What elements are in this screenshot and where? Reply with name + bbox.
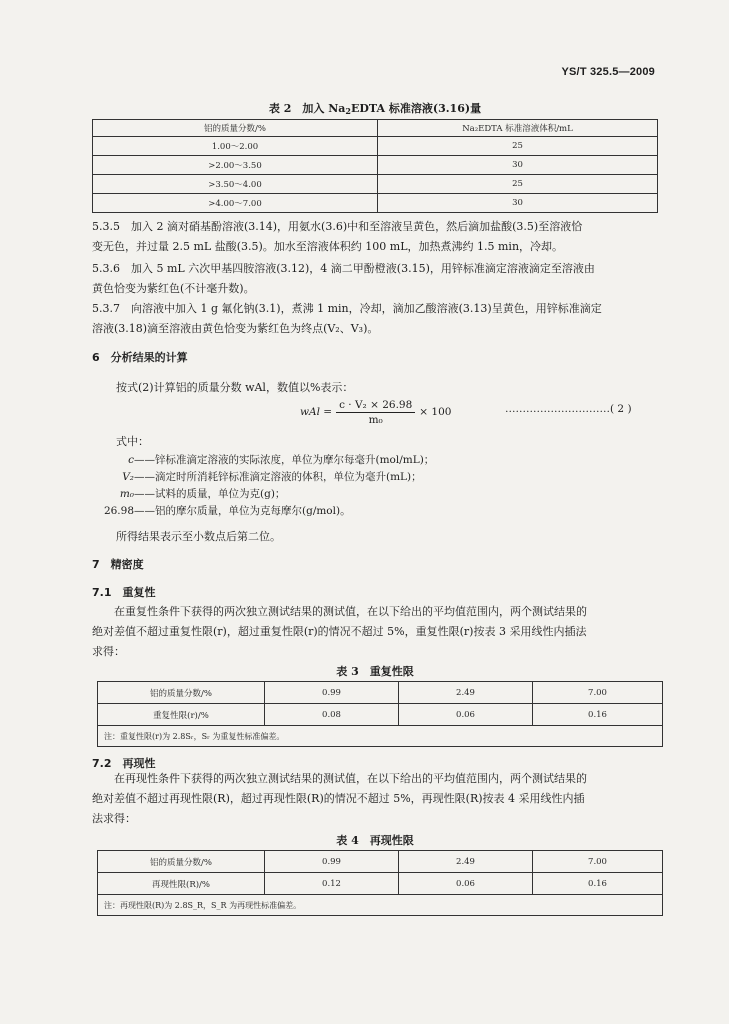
para-5-3-7	[92, 299, 658, 339]
para-line: 黄色恰变为紫红色(不计毫升数)。	[92, 282, 255, 295]
table4	[97, 850, 663, 916]
table3	[97, 681, 663, 747]
table3-cell: 0.08	[265, 704, 399, 726]
table4-cell: 7.00	[533, 851, 663, 873]
para-5-3-6	[92, 259, 658, 299]
para-line: 在再现性条件下获得的两次独立测试结果的测试值，在以下给出的平均值范围内，两个测试结果的	[114, 772, 587, 785]
section-6-heading: 6 分析结果的计算	[92, 351, 188, 364]
variable-desc: ——滴定时所消耗锌标准滴定溶液的体积，单位为毫升(mL)；	[134, 471, 422, 483]
table4-cell: 2.49	[399, 851, 533, 873]
table2-cell: 25	[378, 175, 658, 194]
para-line: 溶液(3.18)滴至溶液由黄色恰变为紫红色为终点(V₂、V₃)。	[92, 322, 379, 335]
table3-note: 注：重复性限(r)为 2.8Sᵣ，Sᵣ 为重复性标准偏差。	[98, 726, 663, 747]
variable-row	[80, 503, 520, 520]
variable-list	[80, 452, 520, 520]
table2-header-col2: Na₂EDTA 标准溶液体积/mL	[378, 120, 658, 137]
variable-desc: ——铝的摩尔质量，单位为克每摩尔(g/mol)。	[134, 505, 351, 517]
table3-cell: 7.00	[533, 682, 663, 704]
para-line: 求得：	[92, 645, 125, 658]
table3-label: 重复性限(r)/%	[98, 704, 265, 726]
variable-row	[80, 452, 520, 469]
table4-cell: 0.06	[399, 873, 533, 895]
para-5-3-5	[92, 217, 658, 257]
table2-header-col1: 铝的质量分数/%	[93, 120, 378, 137]
formula-denominator: m₀	[368, 413, 383, 426]
table4-caption: 表 4 再现性限	[336, 834, 414, 847]
table2-cell: 30	[378, 194, 658, 213]
variable-symbol: V₂	[122, 471, 134, 483]
formula-tail: × 100	[419, 406, 452, 418]
para-line: 绝对差值不超过重复性限(r)，超过重复性限(r)的情况不超过 5%，重复性限(r)按表 3 采用线性内插法	[92, 625, 587, 638]
formula-numerator: c · V₂ × 26.98	[336, 399, 415, 413]
para-line: 在重复性条件下获得的两次独立测试结果的测试值，在以下给出的平均值范围内，两个测试结果的	[114, 605, 587, 618]
variable-symbol: m₀	[119, 488, 134, 500]
standard-code: YS/T 325.5—2009	[561, 66, 655, 78]
section-7-1-heading: 7.1 重复性	[92, 586, 156, 599]
table2-cell: >4.00～7.00	[93, 194, 378, 213]
variable-desc: ——锌标准滴定溶液的实际浓度，单位为摩尔每毫升(mol/mL)；	[134, 454, 435, 466]
formula-lhs: wAl =	[300, 406, 333, 418]
table4-note: 注：再现性限(R)为 2.8S_R，S_R 为再现性标准偏差。	[98, 895, 663, 916]
table2-caption-sub: 2	[345, 106, 351, 116]
table4-label: 铝的质量分数/%	[98, 851, 265, 873]
para-line: 5.3.5 加入 2 滴对硝基酚溶液(3.14)，用氨水(3.6)中和至溶液呈黄色，然后滴加盐酸(3.5)至溶液恰	[92, 220, 583, 233]
table4-label: 再现性限(R)/%	[98, 873, 265, 895]
formula-2	[300, 395, 451, 429]
variable-desc: ——试料的质量，单位为克(g)；	[134, 488, 286, 500]
para-7-1	[92, 602, 658, 662]
para-line: 法求得：	[92, 812, 136, 825]
section-7-heading: 7 精密度	[92, 558, 144, 571]
table2-caption	[92, 100, 658, 116]
variable-row	[80, 486, 520, 503]
table2-caption-pre: 表 2 加入 Na	[268, 102, 346, 115]
table2-cell: 1.00～2.00	[93, 137, 378, 156]
table2-caption-post: EDTA 标准溶液(3.16)量	[351, 102, 482, 115]
section-6-intro: 按式(2)计算铝的质量分数 wAl，数值以%表示：	[116, 381, 354, 394]
table2-cell: 25	[378, 137, 658, 156]
table2	[92, 119, 658, 213]
result-note: 所得结果表示至小数点后第二位。	[116, 530, 281, 543]
table4-cell: 0.12	[265, 873, 399, 895]
table4-cell: 0.99	[265, 851, 399, 873]
equation-number: …………………………( 2 )	[505, 403, 632, 415]
variable-symbol: c	[128, 454, 134, 466]
variable-row	[80, 469, 520, 486]
para-line: 变无色，并过量 2.5 mL 盐酸(3.5)。加水至溶液体积约 100 mL，加热煮沸约 1.5 min，冷却。	[92, 240, 564, 253]
table4-cell: 0.16	[533, 873, 663, 895]
table3-cell: 0.16	[533, 704, 663, 726]
where-label: 式中：	[116, 435, 149, 448]
table2-cell: >2.00～3.50	[93, 156, 378, 175]
para-7-2	[92, 769, 658, 829]
table3-label: 铝的质量分数/%	[98, 682, 265, 704]
para-line: 5.3.6 加入 5 mL 六次甲基四胺溶液(3.12)，4 滴二甲酚橙液(3.15)，用锌标准滴定溶液滴定至溶液由	[92, 262, 595, 275]
para-line: 5.3.7 向溶液中加入 1 g 氟化钠(3.1)，煮沸 1 min，冷却，滴加乙酸溶液(3.13)呈黄色，用锌标准滴定	[92, 302, 602, 315]
variable-symbol: 26.98	[103, 505, 134, 517]
table3-caption: 表 3 重复性限	[336, 665, 414, 678]
formula-fraction	[336, 399, 415, 426]
section-7-2-heading: 7.2 再现性	[92, 757, 156, 770]
table2-cell: >3.50～4.00	[93, 175, 378, 194]
table3-cell: 0.06	[399, 704, 533, 726]
table3-cell: 0.99	[265, 682, 399, 704]
table3-cell: 2.49	[399, 682, 533, 704]
para-line: 绝对差值不超过再现性限(R)，超过再现性限(R)的情况不超过 5%，再现性限(R)按表 4 采用线性内插	[92, 792, 585, 805]
table2-cell: 30	[378, 156, 658, 175]
